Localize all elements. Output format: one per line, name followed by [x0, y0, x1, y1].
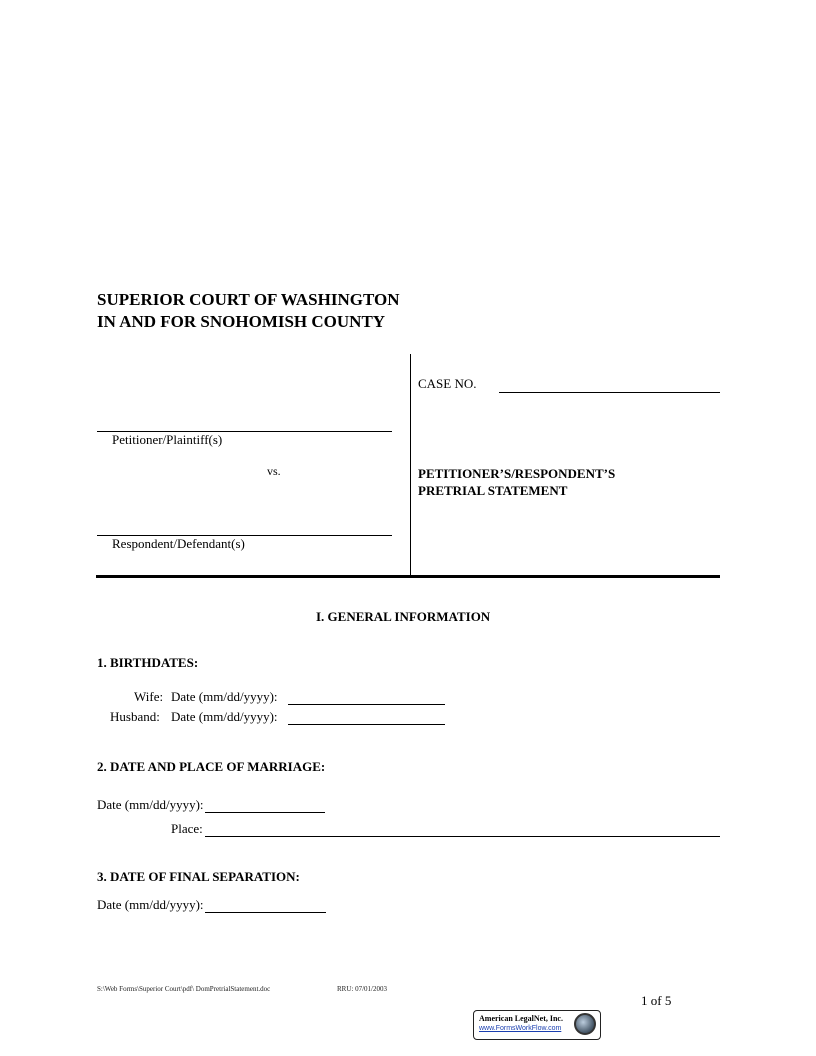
- court-name-line2: IN AND FOR SNOHOMISH COUNTY: [97, 312, 386, 331]
- footer-file-path: S:\Web Forms\Superior Court\pdf\ DomPretrialStatement.doc: [97, 985, 271, 993]
- marriage-place-label: Place:: [171, 821, 203, 836]
- americanlegalnet-logo[interactable]: [473, 1010, 601, 1040]
- footer-revision: RRU: 07/01/2003: [337, 985, 387, 993]
- globe-icon: [574, 1013, 596, 1035]
- husband-birthdate-field[interactable]: [288, 724, 445, 725]
- marriage-date-field[interactable]: [205, 812, 325, 813]
- logo-url-link[interactable]: www.FormsWorkFlow.com: [479, 1025, 562, 1032]
- caption-bottom-rule: [96, 575, 720, 578]
- marriage-date-label: Date (mm/dd/yyyy):: [97, 797, 204, 812]
- husband-date-label: Date (mm/dd/yyyy):: [171, 709, 278, 724]
- wife-date-label: Date (mm/dd/yyyy):: [171, 689, 278, 704]
- case-no-label: CASE NO.: [418, 376, 477, 391]
- wife-birthdate-field[interactable]: [288, 704, 445, 705]
- document-title-line1: PETITIONER’S/RESPONDENT’S: [418, 466, 616, 481]
- respondent-label: Respondent/Defendant(s): [112, 536, 245, 551]
- page-number: 1 of 5: [641, 993, 672, 1008]
- court-name-line1: SUPERIOR COURT OF WASHINGTON: [97, 290, 400, 309]
- wife-label: Wife:: [134, 689, 164, 704]
- case-no-field[interactable]: [499, 392, 720, 393]
- marriage-place-field[interactable]: [205, 836, 720, 837]
- item-heading-birthdates: 1. BIRTHDATES:: [97, 655, 199, 670]
- vs-label: vs.: [267, 464, 281, 478]
- separation-date-field[interactable]: [205, 912, 326, 913]
- caption-divider: [410, 354, 411, 577]
- husband-label: Husband:: [110, 709, 160, 724]
- section-heading-general-information: I. GENERAL INFORMATION: [316, 609, 491, 624]
- logo-company-name: American LegalNet, Inc.: [479, 1014, 563, 1023]
- item-heading-separation: 3. DATE OF FINAL SEPARATION:: [97, 869, 300, 884]
- item-heading-marriage: 2. DATE AND PLACE OF MARRIAGE:: [97, 759, 326, 774]
- separation-date-label: Date (mm/dd/yyyy):: [97, 897, 204, 912]
- document-title-line2: PRETRIAL STATEMENT: [418, 483, 568, 498]
- petitioner-label: Petitioner/Plaintiff(s): [112, 432, 223, 447]
